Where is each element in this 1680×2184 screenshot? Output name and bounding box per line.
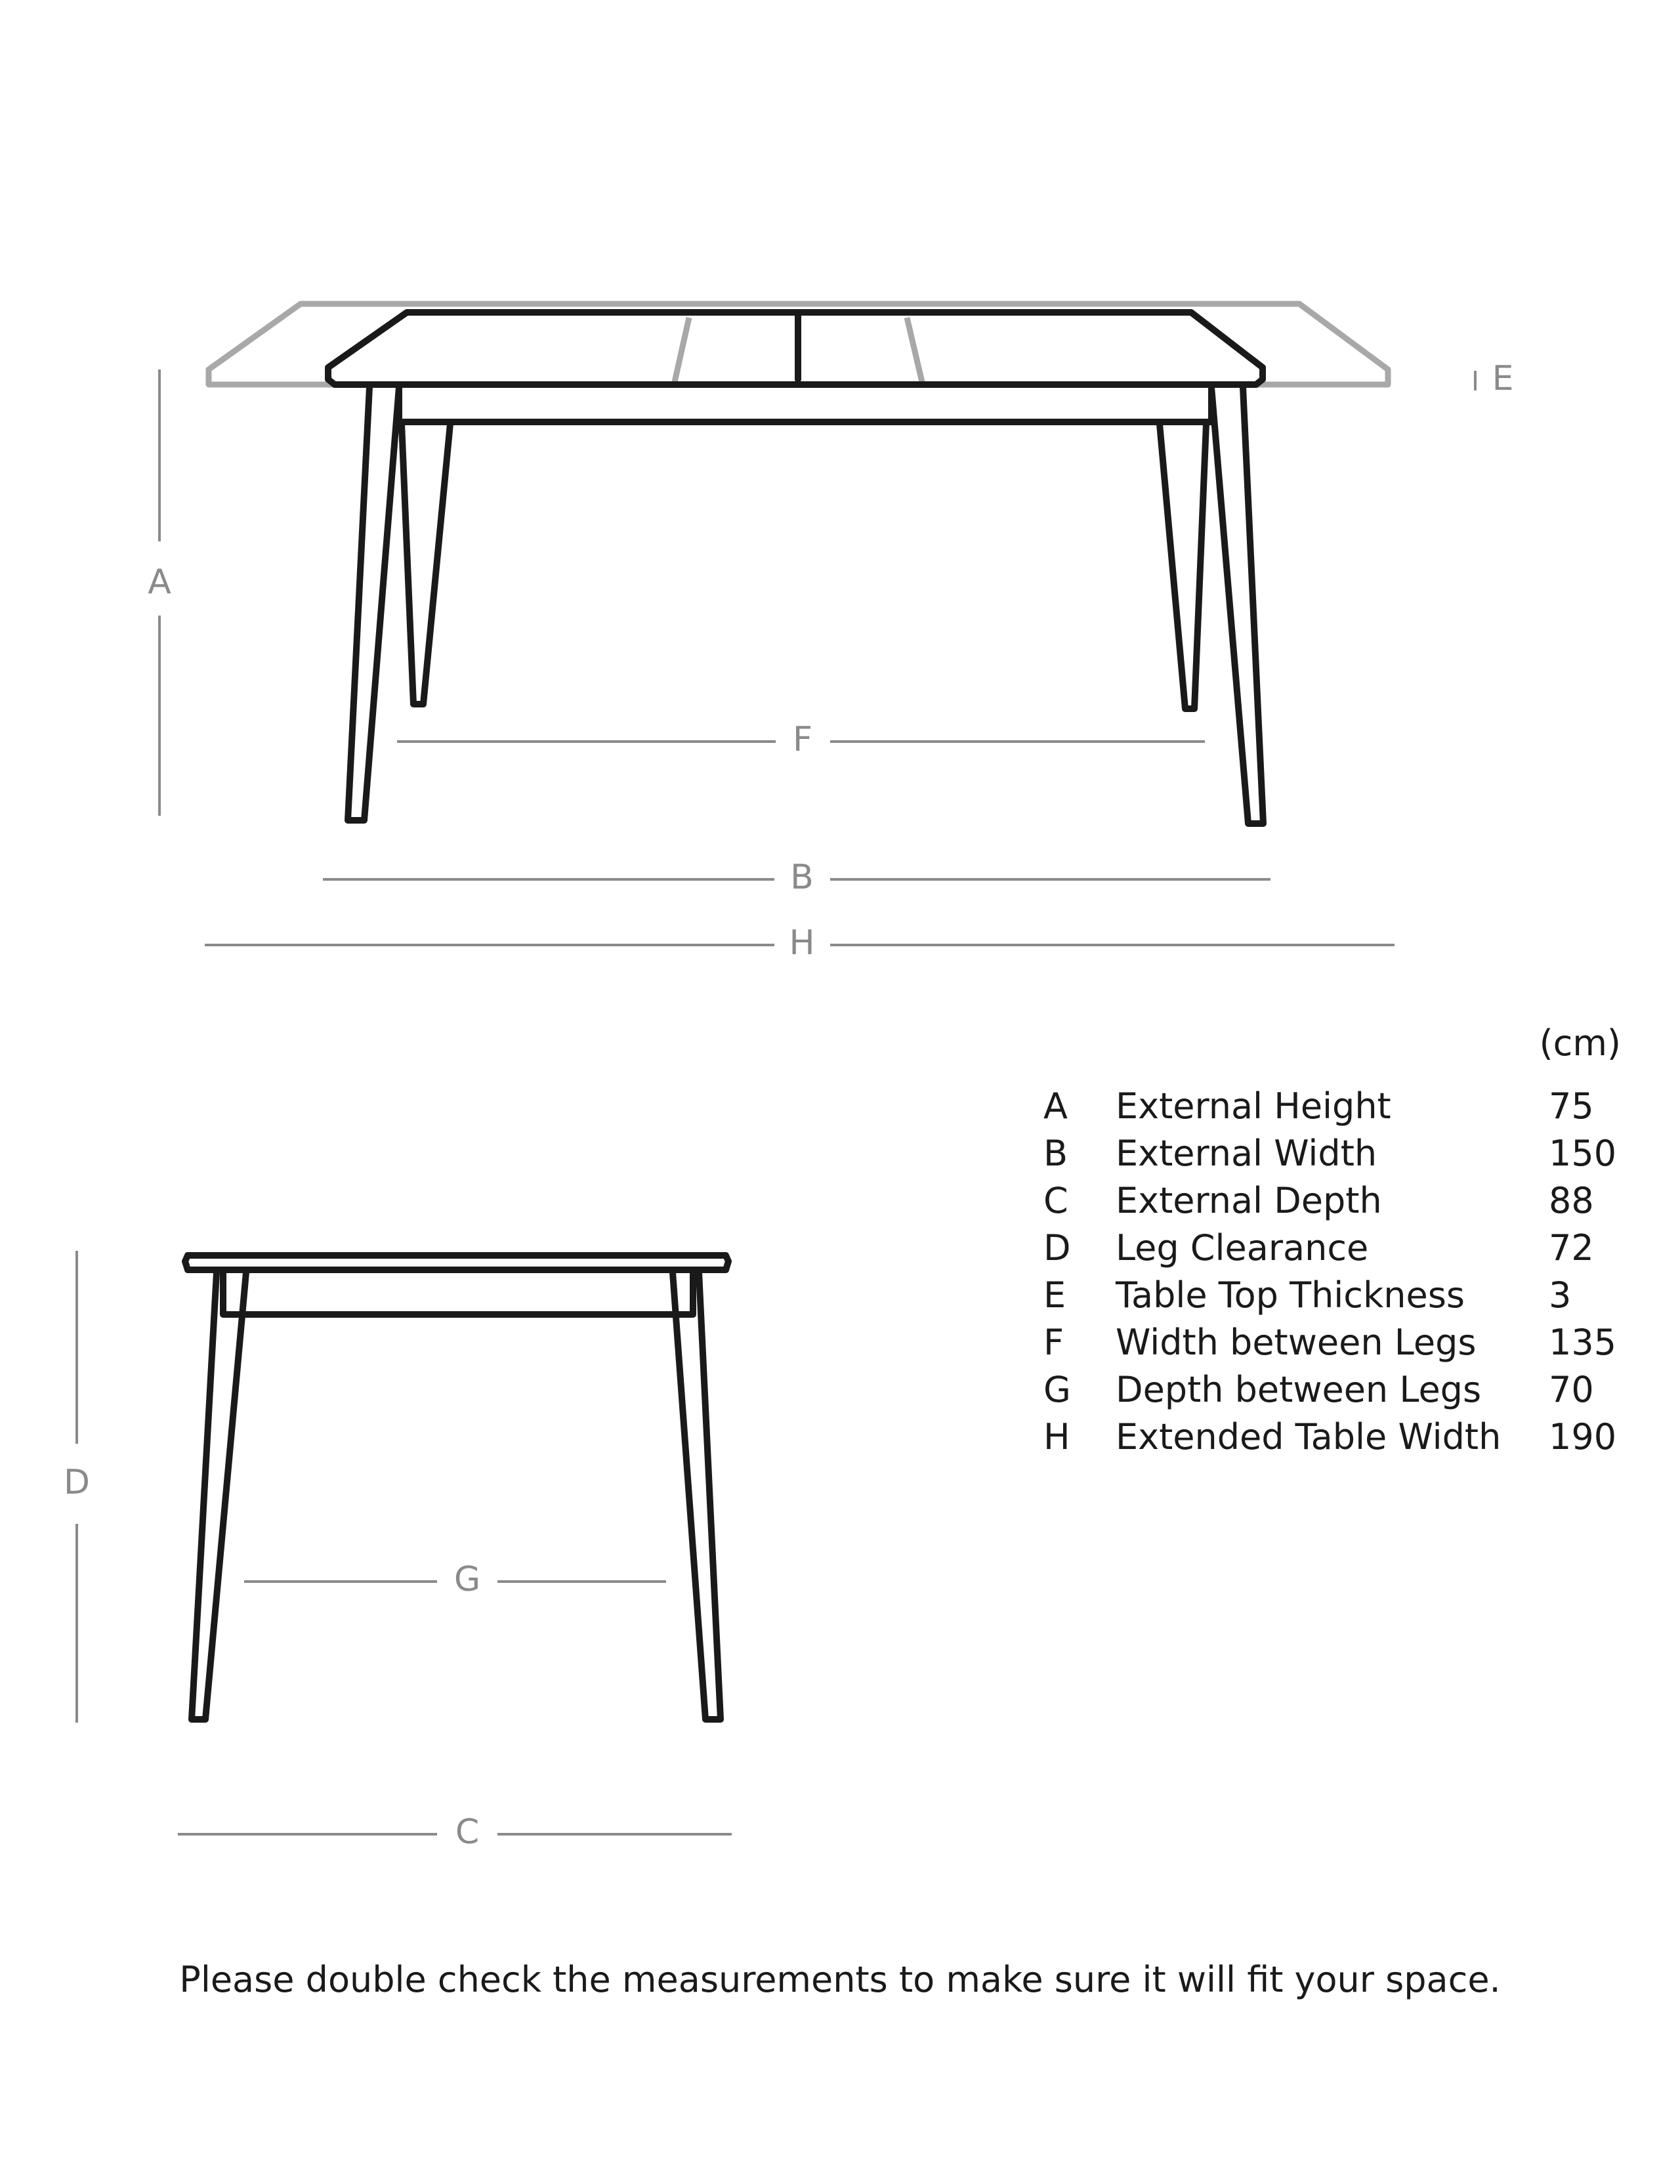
spec-letter: F: [1043, 1322, 1064, 1363]
front-apron: [399, 385, 1211, 422]
side-view-table: [185, 1255, 728, 1719]
side-left-leg: [192, 1272, 246, 1719]
spec-letter: C: [1043, 1180, 1068, 1221]
spec-name: Width between Legs: [1116, 1322, 1477, 1363]
spec-letter: A: [1043, 1085, 1068, 1127]
spec-row-h: [1043, 1414, 1621, 1461]
spec-row-e: [1043, 1272, 1621, 1319]
spec-name: External Width: [1116, 1133, 1377, 1174]
dim-label-d: D: [63, 1463, 91, 1502]
spec-row-c: [1043, 1177, 1621, 1225]
spec-letter: G: [1043, 1369, 1071, 1410]
spec-row-d: [1043, 1225, 1621, 1272]
front-left-leg: [348, 387, 399, 820]
dim-label-e: E: [1492, 359, 1514, 398]
dim-label-g: G: [453, 1560, 481, 1599]
spec-letter: H: [1043, 1416, 1070, 1458]
spec-value: 3: [1549, 1274, 1572, 1316]
spec-value: 88: [1549, 1180, 1594, 1221]
dim-label-h: H: [789, 923, 815, 963]
spec-value: 72: [1549, 1227, 1594, 1269]
spec-value: 75: [1549, 1085, 1594, 1127]
spec-row-g: [1043, 1366, 1621, 1414]
front-right-leg: [1211, 387, 1263, 824]
spec-value: 190: [1549, 1416, 1617, 1458]
side-apron: [223, 1270, 693, 1314]
unit-label: (cm): [1539, 1022, 1621, 1064]
side-table-top: [185, 1255, 728, 1270]
dim-label-a: A: [148, 562, 171, 602]
spec-row-b: [1043, 1130, 1621, 1177]
spec-name: Depth between Legs: [1116, 1369, 1482, 1410]
spec-value: 70: [1549, 1369, 1594, 1410]
spec-letter: B: [1043, 1133, 1068, 1174]
spec-letter: D: [1043, 1227, 1071, 1269]
dim-label-b: B: [790, 858, 814, 897]
spec-name: Table Top Thickness: [1116, 1274, 1465, 1316]
rear-left-leg: [402, 424, 450, 704]
spec-name: External Depth: [1116, 1180, 1382, 1221]
spec-letter: E: [1043, 1274, 1066, 1316]
rear-right-leg: [1160, 424, 1206, 709]
spec-row-f: [1043, 1319, 1621, 1366]
spec-value: 135: [1549, 1322, 1617, 1363]
spec-name: External Height: [1116, 1085, 1391, 1127]
spec-name: Leg Clearance: [1116, 1227, 1369, 1269]
spec-name: Extended Table Width: [1116, 1416, 1502, 1458]
dimensions-table: [1043, 1017, 1621, 1461]
spec-row-a: [1043, 1083, 1621, 1130]
spec-value: 150: [1549, 1133, 1617, 1174]
dim-label-f: F: [793, 720, 812, 759]
side-dimension-lines: [77, 1251, 732, 1834]
footer-note: Please double check the measurements to make sure it will fit your space.: [179, 1959, 1501, 2000]
dim-label-c: C: [455, 1813, 480, 1852]
side-right-leg: [673, 1272, 721, 1719]
